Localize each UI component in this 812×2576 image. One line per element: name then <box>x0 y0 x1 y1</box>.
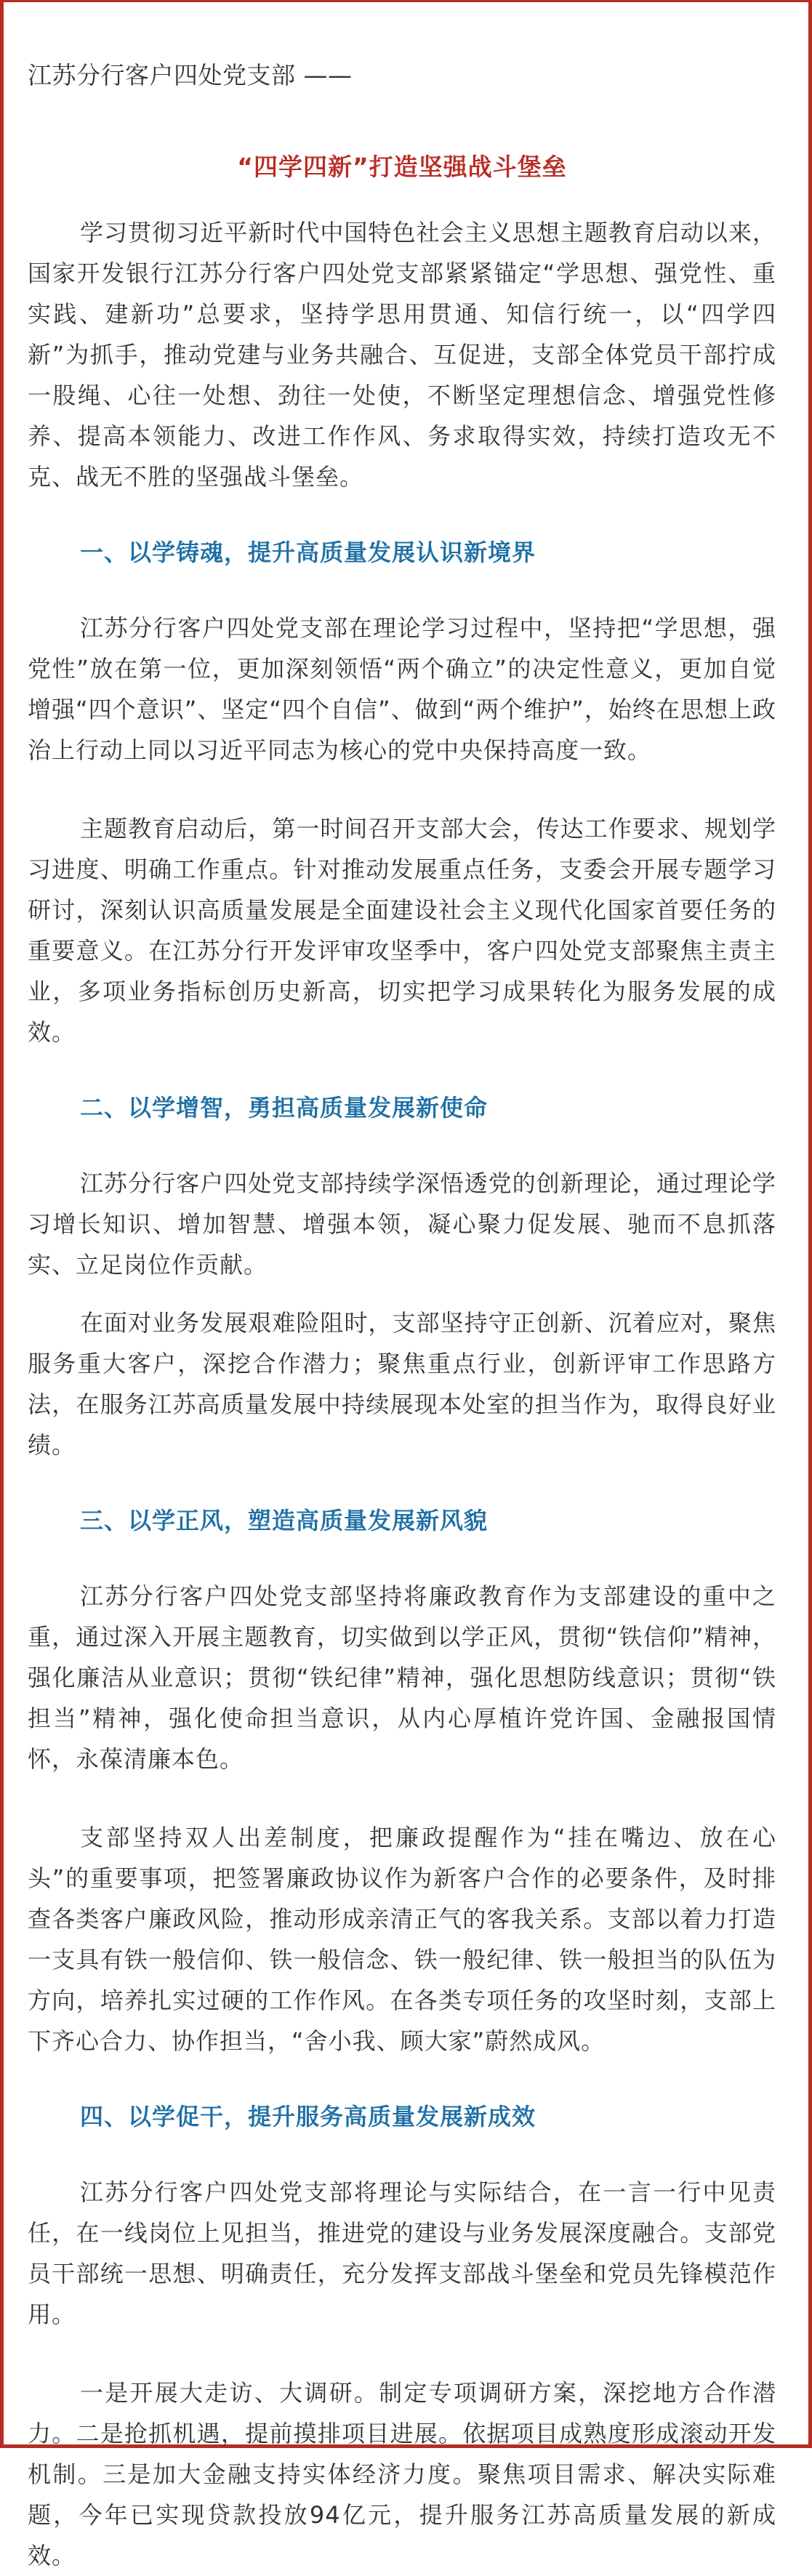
section-3-heading: 三、以学正风，塑造高质量发展新风貌 <box>80 1507 489 1534</box>
branch-intro: 江苏分行客户四处党支部 —— <box>28 61 353 89</box>
section-2-heading: 二、以学增智，勇担高质量发展新使命 <box>80 1094 489 1122</box>
section-3-paragraph-1: 江苏分行客户四处党支部坚持将廉政教育作为支部建设的重中之重，通过深入开展主题教育，切实做到以学正风，贯彻“铁信仰”精神，强化廉洁从业意识；贯彻“铁纪律”精神，强化思想防线意识；贯彻“铁担当”精神，强化使命担当意识，从内心厚植许党许国、金融报国情怀，永葆清廉本色。 <box>28 1582 776 1773</box>
intro-paragraph: 学习贯彻习近平新时代中国特色社会主义思想主题教育启动以来，国家开发银行江苏分行客户四处党支部紧紧锚定“学思想、强党性、重实践、建新功”总要求，坚持学思用贯通、知信行统一，以“四学四新”为抓手，推动党建与业务共融合、互促进，支部全体党员干部拧成一股绳、心往一处想、劲往一处使，不断坚定理想信念、增强党性修养、提高本领能力、改进工作作风、务求取得实效，持续打造攻无不克、战无不胜的坚强战斗堡垒。 <box>28 219 776 491</box>
article-body <box>28 60 776 2576</box>
section-4-paragraph-2: 一是开展大走访、大调研。制定专项调研方案，深挖地方合作潜力。二是抢抓机遇，提前摸排项目进展。依据项目成熟度形成滚动开发机制。三是加大金融支持实体经济力度。聚焦项目需求、解决实际难题，今年已实现贷款投放94亿元，提升服务江苏高质量发展的新成效。 <box>28 2379 776 2569</box>
section-1-paragraph-1: 江苏分行客户四处党支部在理论学习过程中，坚持把“学思想，强党性”放在第一位，更加深刻领悟“两个确立”的决定性意义，更加自觉增强“四个意识”、坚定“四个自信”、做到“两个维护”，始终在思想上政治上行动上同以习近平同志为核心的党中央保持高度一致。 <box>28 614 776 764</box>
article-title: “四学四新”打造坚强战斗堡垒 <box>237 153 567 181</box>
section-4-paragraph-1: 江苏分行客户四处党支部将理论与实际结合，在一言一行中见责任，在一线岗位上见担当，推进党的建设与业务发展深度融合。支部党员干部统一思想、明确责任，充分发挥支部战斗堡垒和党员先锋模范作用。 <box>28 2178 776 2328</box>
section-2-paragraph-2: 在面对业务发展艰难险阻时，支部坚持守正创新、沉着应对，聚焦服务重大客户，深挖合作潜力；聚焦重点行业，创新评审工作思路方法，在服务江苏高质量发展中持续展现本处室的担当作为，取得良好业绩。 <box>28 1309 776 1459</box>
section-2-paragraph-1: 江苏分行客户四处党支部持续学深悟透党的创新理论，通过理论学习增长知识、增加智慧、增强本领，凝心聚力促发展、驰而不息抓落实、立足岗位作贡献。 <box>28 1170 776 1279</box>
section-4-heading: 四、以学促干，提升服务高质量发展新成效 <box>80 2103 536 2130</box>
section-1-heading: 一、以学铸魂，提升高质量发展认识新境界 <box>80 539 536 566</box>
section-1-paragraph-2: 主题教育启动后，第一时间召开支部大会，传达工作要求、规划学习进度、明确工作重点。针对推动发展重点任务，支委会开展专题学习研讨，深刻认识高质量发展是全面建设社会主义现代化国家首要任务的重要意义。在江苏分行开发评审攻坚季中，客户四处党支部聚焦主责主业，多项业务指标创历史新高，切实把学习成果转化为服务发展的成效。 <box>28 815 776 1046</box>
section-3-paragraph-2: 支部坚持双人出差制度，把廉政提醒作为“挂在嘴边、放在心头”的重要事项，把签署廉政协议作为新客户合作的必要条件，及时排查各类客户廉政风险，推动形成亲清正气的客我关系。支部以着力打造一支具有铁一般信仰、铁一般信念、铁一般纪律、铁一般担当的队伍为方向，培养扎实过硬的工作作风。在各类专项任务的攻坚时刻，支部上下齐心合力、协作担当，“舍小我、顾大家”蔚然成风。 <box>28 1824 776 2055</box>
